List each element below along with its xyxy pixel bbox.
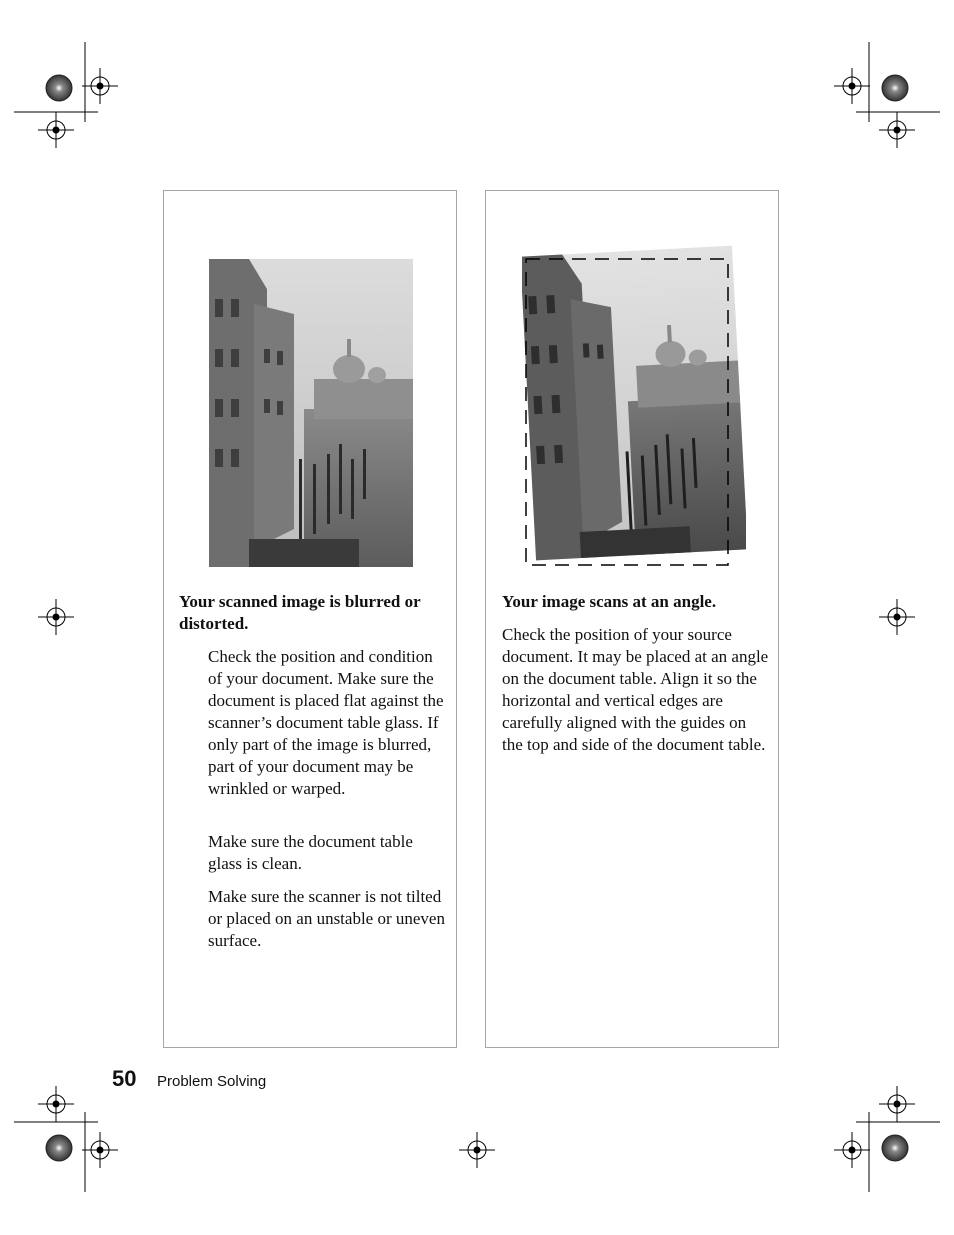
color-target-icon [46, 1135, 72, 1161]
page-number: 50 [112, 1066, 137, 1091]
registration-mark-icon [38, 599, 74, 635]
color-target-icon [882, 1135, 908, 1161]
blurred-paragraph-1: Check the position and condition of your document. Make sure the document is placed flat against the scanner’s document table glass. If only part of the image is blurred, part of your document may be wrinkled or warped. [208, 647, 444, 798]
registration-mark-icon [38, 1086, 74, 1122]
registration-mark-icon [834, 1132, 870, 1168]
blurred-paragraph-3: Make sure the scanner is not tilted or placed on an unstable or uneven surface. [208, 887, 445, 950]
registration-mark-icon [879, 599, 915, 635]
venice-photo-angled [522, 243, 746, 567]
registration-mark-icon [459, 1132, 495, 1168]
angle-heading: Your image scans at an angle. [502, 592, 717, 611]
angled-image-panel [485, 190, 779, 1048]
section-title: Problem Solving [157, 1073, 267, 1090]
blurred-heading: Your scanned image is blurred or distorted. [179, 592, 421, 633]
registration-mark-icon [879, 1086, 915, 1122]
angle-paragraph-1: Check the position of your source document. It may be placed at an angle on the document table. Align it so the horizontal and vertical edges are carefully aligned with the guides on the top and side of the document table. [502, 625, 769, 754]
color-target-icon [882, 75, 908, 101]
venice-photo-straight [209, 259, 413, 567]
registration-mark-icon [38, 112, 74, 148]
registration-mark-icon [834, 68, 870, 104]
registration-mark-icon [82, 68, 118, 104]
blurred-paragraph-2: Make sure the document table glass is clean. [208, 832, 413, 873]
registration-mark-icon [879, 112, 915, 148]
blurred-image-panel [163, 190, 457, 1048]
registration-mark-icon [82, 1132, 118, 1168]
color-target-icon [46, 75, 72, 101]
